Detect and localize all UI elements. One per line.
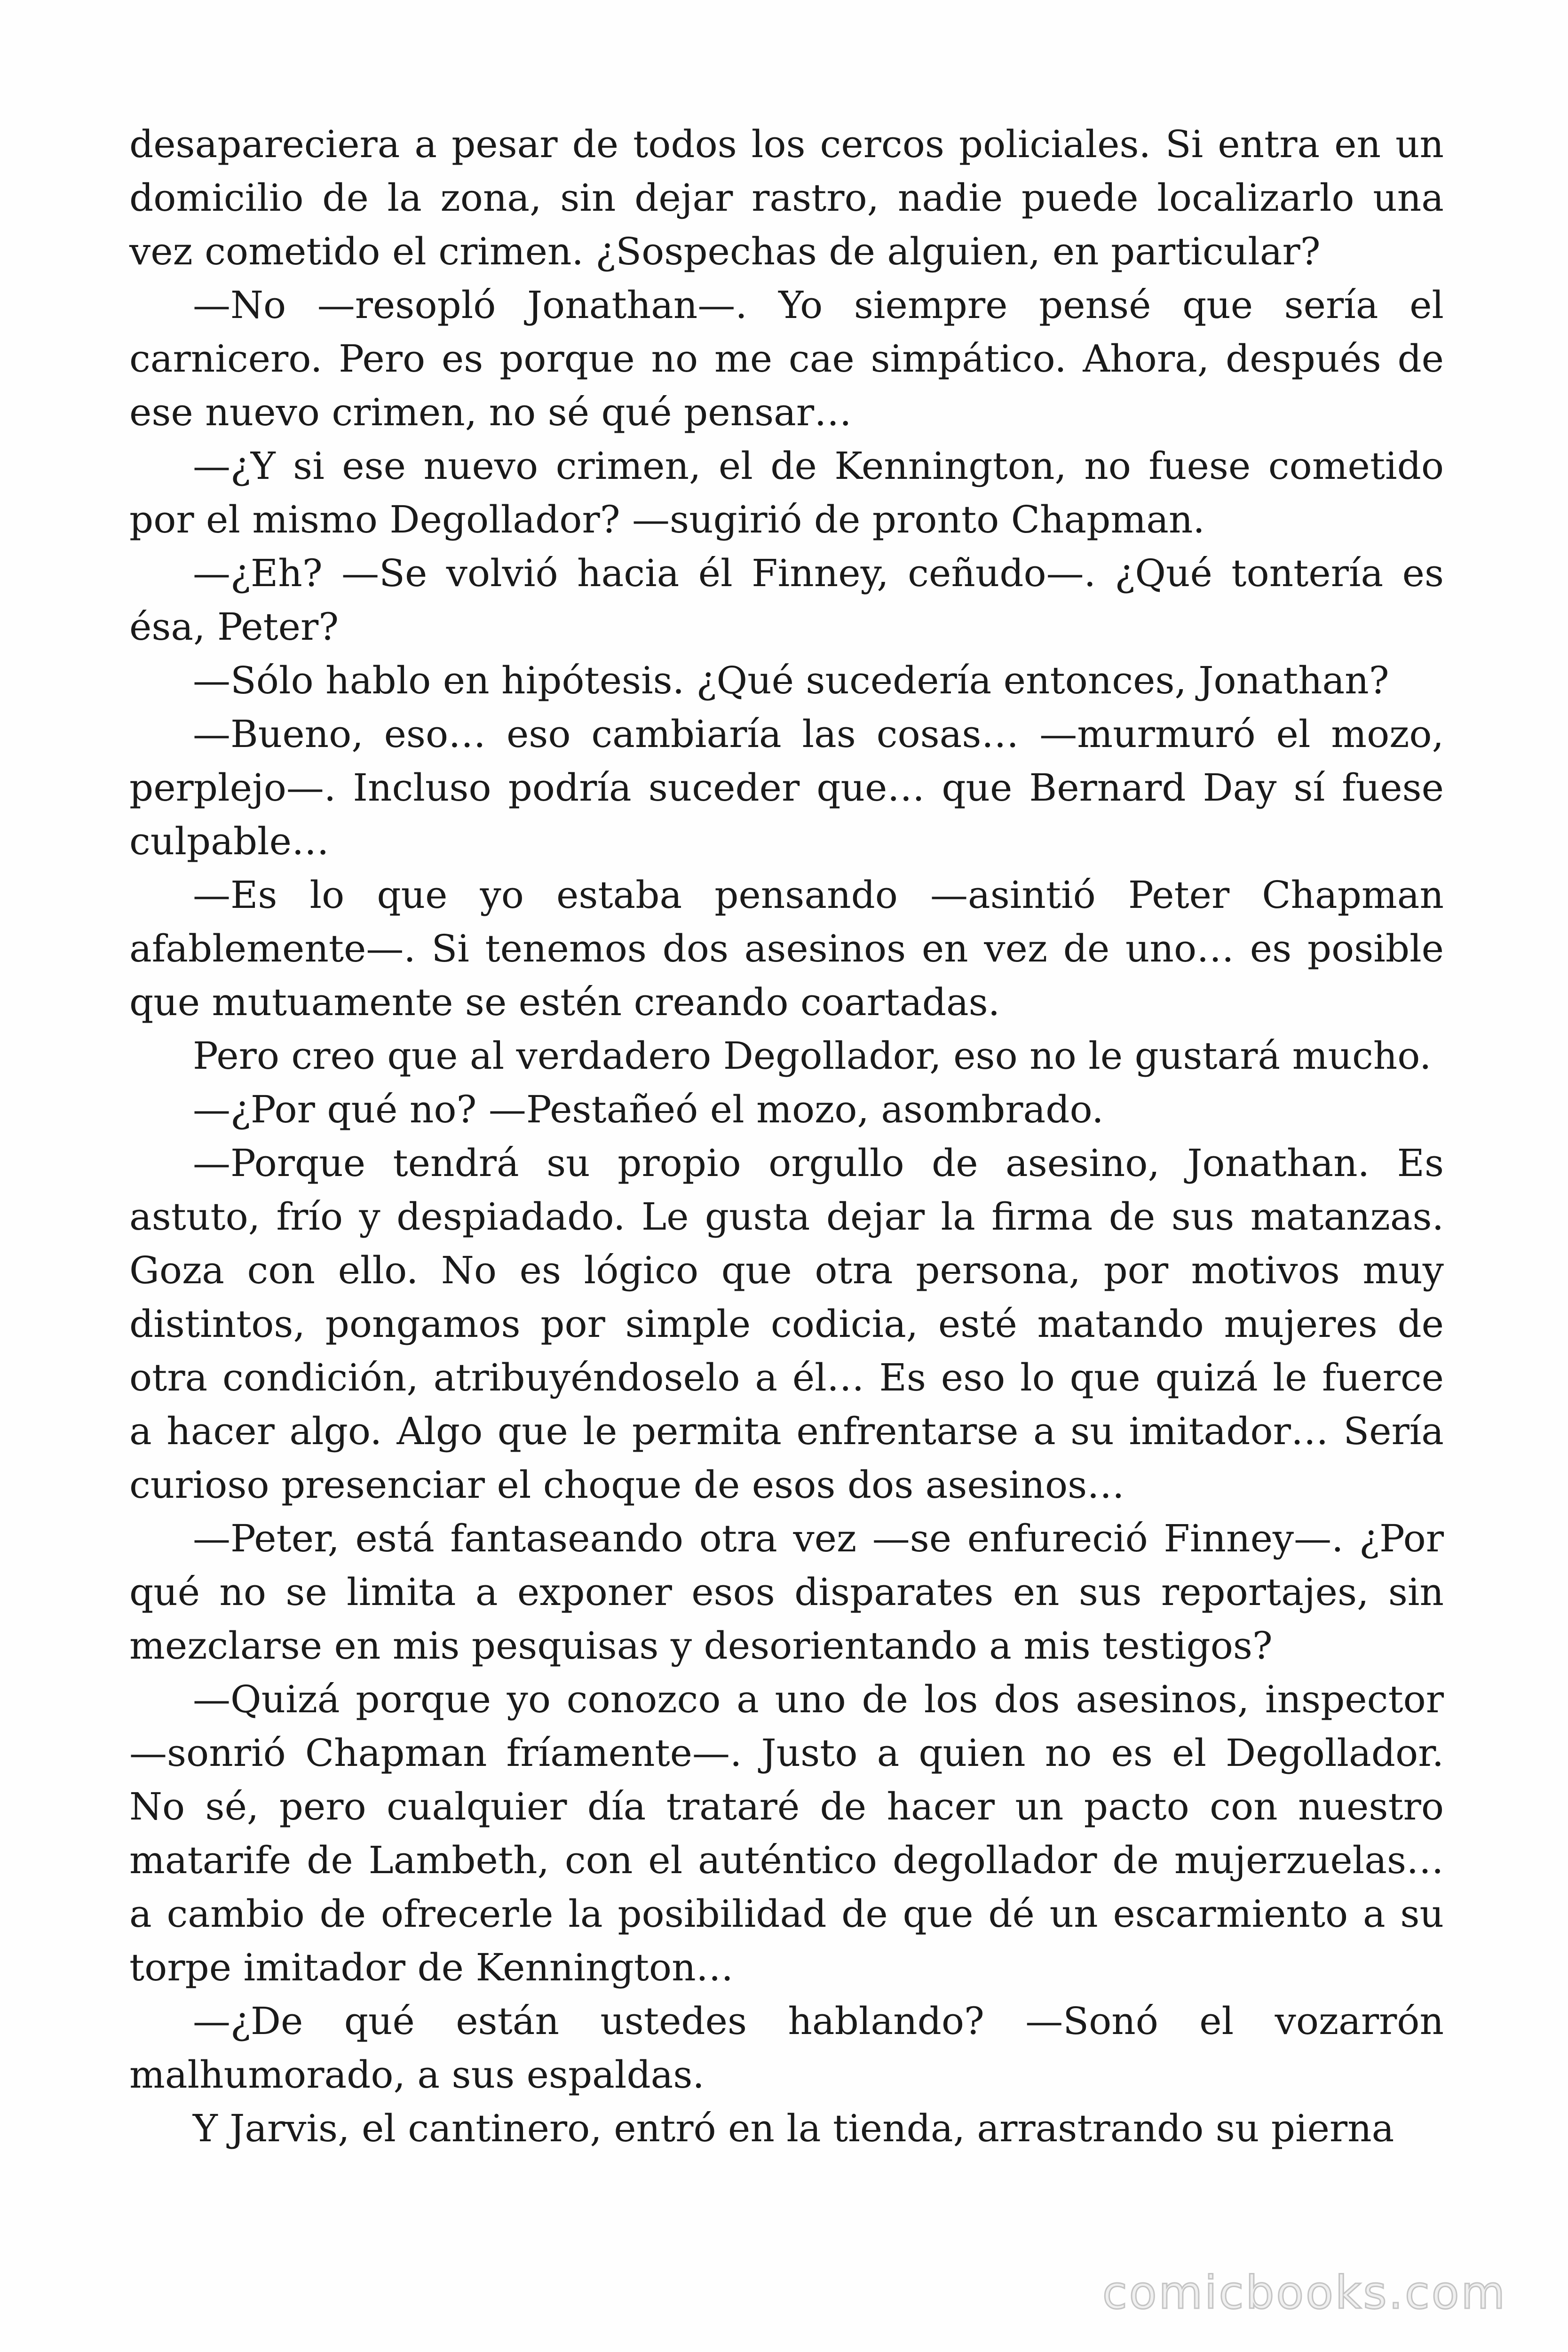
paragraph: desapareciera a pesar de todos los cercos policiales. Si entra en un domicilio de la zona, sin dejar rastro, nadie puede localizarlo una vez cometido el crimen. ¿Sospechas de alguien, en particular?: [129, 122, 1444, 273]
paragraph: —Es lo que yo estaba pensando —asintió Peter Chapman afablemente—. Si tenemos dos asesinos en vez de uno… es posible que mutuamente se estén creando coartadas.: [129, 873, 1444, 1024]
paragraph: Pero creo que al verdadero Degollador, eso no le gustará mucho.: [193, 1034, 1432, 1078]
paragraph: —¿Y si ese nuevo crimen, el de Kennington, no fuese cometido por el mismo Degollador? —sugirió de pronto Chapman.: [129, 444, 1444, 541]
paragraph: —Sólo hablo en hipótesis. ¿Qué sucedería entonces, Jonathan?: [193, 659, 1389, 702]
paragraph: —Quizá porque yo conozco a uno de los dos asesinos, inspector —sonrió Chapman fríamente—. Justo a quien no es el Degollador. No sé, pero cualquier día trataré de hacer un pacto con nuestro matarife de Lambeth, con el auténtico degollador de mujerzuelas… a cambio de ofrecerle la posibilidad de que dé un escarmiento a su torpe imitador de Kennington…: [129, 1677, 1444, 1989]
watermark: comicbooks.com: [1102, 2266, 1507, 2319]
paragraph: —Porque tendrá su propio orgullo de asesino, Jonathan. Es astuto, frío y despiadado. Le gusta dejar la firma de sus matanzas. Goza con ello. No es lógico que otra persona, por motivos muy distintos, pongamos por simple codicia, esté matando mujeres de otra condición, atribuyéndoselo a él… Es eso lo que quizá le fuerce a hacer algo. Algo que le permita enfrentarse a su imitador… Sería curioso presenciar el choque de esos dos asesinos…: [129, 1141, 1444, 1507]
paragraph: Y Jarvis, el cantinero, entró en la tienda, arrastrando su pierna: [193, 2106, 1394, 2150]
paragraph: —¿De qué están ustedes hablando? —Sonó el vozarrón malhumorado, a sus espaldas.: [129, 1999, 1444, 2097]
paragraph: —Bueno, eso… eso cambiaría las cosas… —murmuró el mozo, perplejo—. Incluso podría suceder que… que Bernard Day sí fuese culpable…: [129, 712, 1444, 863]
paragraph: —No —resopló Jonathan—. Yo siempre pensé que sería el carnicero. Pero es porque no me cae simpático. Ahora, después de ese nuevo crimen, no sé qué pensar…: [129, 283, 1444, 434]
paragraph: —¿Por qué no? —Pestañeó el mozo, asombrado.: [193, 1088, 1104, 1131]
paragraph: —Peter, está fantaseando otra vez —se enfureció Finney—. ¿Por qué no se limita a exponer esos disparates en sus reportajes, sin mezclarse en mis pesquisas y desorientando a mis testigos?: [129, 1517, 1444, 1668]
body-text: [129, 118, 1444, 2155]
paragraph: —¿Eh? —Se volvió hacia él Finney, ceñudo—. ¿Qué tontería es ésa, Peter?: [129, 551, 1444, 649]
